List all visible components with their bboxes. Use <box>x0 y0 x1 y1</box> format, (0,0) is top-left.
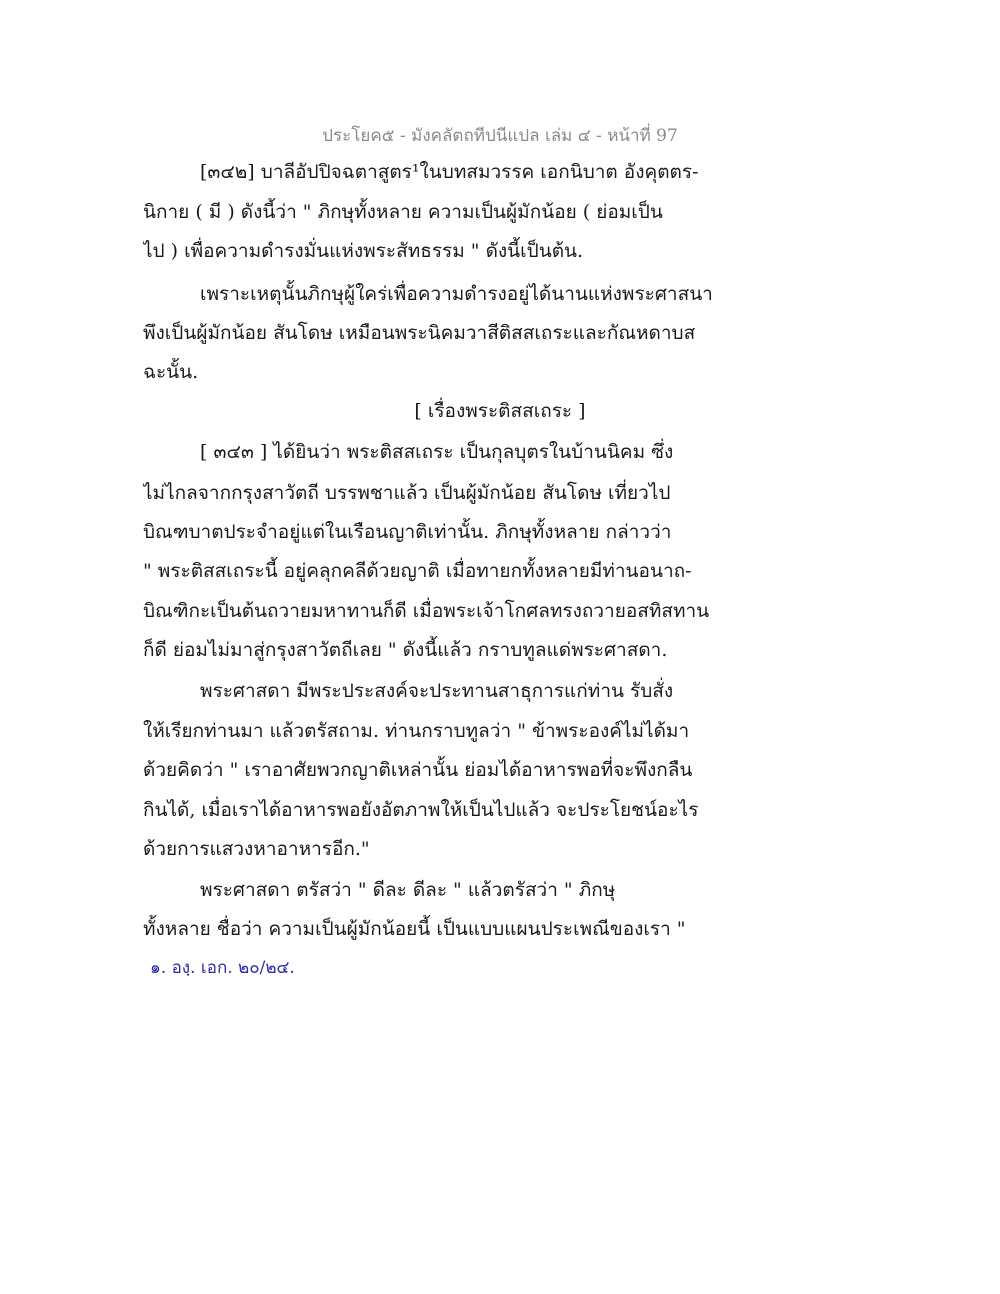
paragraph-4-line-5: ด้วยการแสวงหาอาหารอีก." <box>143 838 370 860</box>
paragraph-3-line-1: [ ๓๔๓ ] ได้ยินว่า พระติสสเถระ เป็นกุลบุตรในบ้านนิคม ซึ่ง <box>200 441 674 463</box>
paragraph-2-line-3: ฉะนั้น. <box>143 361 199 383</box>
paragraph-4-line-2: ให้เรียกท่านมา แล้วตรัสถาม. ท่านกราบทูลว่า " ข้าพระองค์ไม่ได้มา <box>143 720 690 742</box>
paragraph-1-line-2: นิกาย ( มี ) ดังนี้ว่า " ภิกษุทั้งหลาย ความเป็นผู้มักน้อย ( ย่อมเป็น <box>143 201 663 223</box>
paragraph-5-line-2: ทั้งหลาย ชื่อว่า ความเป็นผู้มักน้อยนี้ เป็นแบบแผนประเพณีของเรา " <box>143 918 686 940</box>
paragraph-3-line-6: ก็ดี ย่อมไม่มาสู่กรุงสาวัตถีเลย " ดังนี้แล้ว กราบทูลแด่พระศาสดา. <box>143 639 668 661</box>
paragraph-1-line-3: ไป ) เพื่อความดำรงมั่นแห่งพระสัทธรรม " ดังนี้เป็นต้น. <box>143 240 584 262</box>
paragraph-3-line-5: บิณฑิกะเป็นต้นถวายมหาทานก็ดี เมื่อพระเจ้าโกศลทรงถวายอสทิสทาน <box>143 600 710 622</box>
paragraph-3-line-3: บิณฑบาตประจำอยู่แต่ในเรือนญาติเท่านั้น. ภิกษุทั้งหลาย กล่าวว่า <box>143 521 672 543</box>
paragraph-2-line-1: เพราะเหตุนั้นภิกษุผู้ใคร่เพื่อความดำรงอยู่ได้นานแห่งพระศาสนา <box>200 283 713 305</box>
page-header: ประโยค๕ - มังคลัตถทีปนีแปล เล่ม ๔ - หน้าที่ 97 <box>322 126 678 146</box>
paragraph-5-line-1: พระศาสดา ตรัสว่า " ดีละ ดีละ " แล้วตรัสว่า " ภิกษุ <box>200 879 616 901</box>
paragraph-3-line-4: " พระติสสเถระนี้ อยู่คลุกคลีด้วยญาติ เมื่อทายกทั้งหลายมีท่านอนาถ- <box>143 560 692 582</box>
paragraph-4-line-4: กินได้, เมื่อเราได้อาหารพอยังอัตภาพให้เป็นไปแล้ว จะประโยชน์อะไร <box>143 799 699 821</box>
paragraph-4-line-3: ด้วยคิดว่า " เราอาศัยพวกญาติเหล่านั้น ย่อมได้อาหารพอที่จะพึงกลืน <box>143 759 693 781</box>
footnote: ๑. องฺ. เอก. ๒๐/๒๔. <box>150 958 295 978</box>
paragraph-4-line-1: พระศาสดา มีพระประสงค์จะประทานสาธุการแก่ท่าน รับสั่ง <box>200 680 674 702</box>
paragraph-3-line-2: ไม่ไกลจากกรุงสาวัตถี บรรพชาแล้ว เป็นผู้มักน้อย สันโดษ เที่ยวไป <box>143 482 671 504</box>
paragraph-1-line-1: [๓๔๒] บาลีอัปปิจฉตาสูตร¹ในบทสมวรรค เอกนิบาต อังคุตตร- <box>200 161 699 183</box>
section-title: [ เรื่องพระติสสเถระ ] <box>414 400 586 422</box>
paragraph-2-line-2: พึงเป็นผู้มักน้อย สันโดษ เหมือนพระนิคมวาสีติสสเถระและกัณหดาบส <box>143 322 696 344</box>
